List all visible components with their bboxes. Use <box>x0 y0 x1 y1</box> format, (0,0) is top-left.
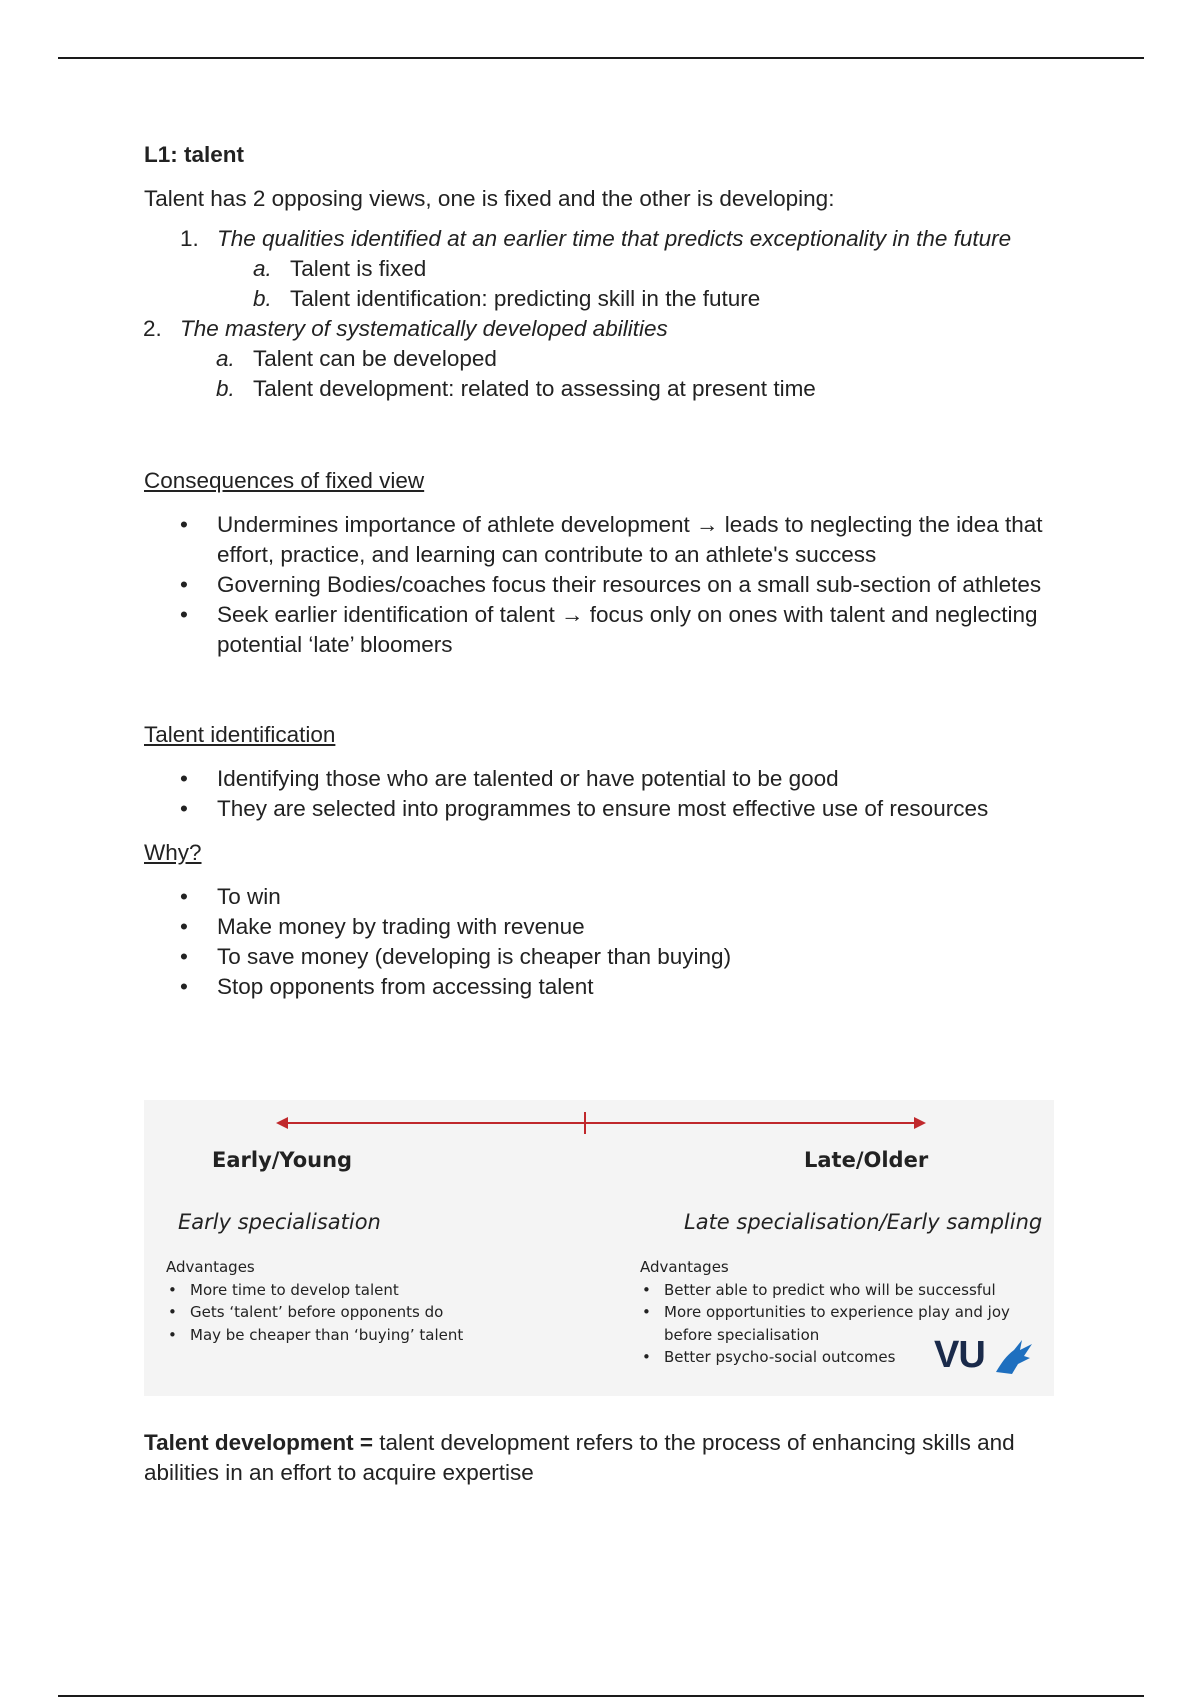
bullet: • <box>168 1280 177 1299</box>
early-specialisation-title: Early specialisation <box>178 1210 381 1234</box>
view-sub-list <box>180 344 1074 404</box>
talent-development-definition <box>144 1428 1074 1488</box>
list-item <box>166 1279 586 1302</box>
list-item-text: Better able to predict who will be successful <box>664 1280 996 1299</box>
bullet: • <box>180 572 188 597</box>
sub-letter: b. <box>253 286 272 311</box>
intro-text: Talent has 2 opposing views, one is fixed and the other is developing: <box>144 186 835 211</box>
view-item <box>144 224 1074 314</box>
definition-text: talent development refers to the process of enhancing skills and abilities in an effort to acquire expertise <box>144 1430 1015 1485</box>
list-item-text: Identifying those who are talented or have potential to be good <box>217 766 839 791</box>
identification-heading: Talent identification <box>144 722 336 747</box>
bullet: • <box>180 512 188 537</box>
early-advantages <box>166 1256 586 1346</box>
page-title: L1: talent <box>144 142 245 167</box>
list-item-text: More time to develop talent <box>190 1280 399 1299</box>
list-item <box>144 912 1074 942</box>
late-specialisation-title: Late specialisation/Early sampling <box>684 1210 1043 1234</box>
list-item <box>640 1279 1020 1302</box>
view-sub-list <box>217 254 1074 314</box>
why-list <box>144 882 1074 1002</box>
identification-list <box>144 764 1074 824</box>
list-item-text: More opportunities to experience play and joy before specialisation <box>664 1303 1010 1344</box>
advantages-title: Advantages <box>166 1258 255 1276</box>
view-number: 1. <box>180 226 199 251</box>
list-item <box>144 972 1074 1002</box>
advantages-title: Advantages <box>640 1258 729 1276</box>
bullet: • <box>180 766 188 791</box>
bullet: • <box>642 1303 651 1321</box>
bullet: • <box>180 974 188 999</box>
list-item <box>144 600 1074 660</box>
bullet: • <box>642 1348 651 1366</box>
view-item <box>107 314 1074 404</box>
list-item-text: Governing Bodies/coaches focus their resources on a small sub-section of athletes <box>217 572 1042 597</box>
list-item-text: Seek earlier identification of talent → focus only on ones with talent and neglecting potential ‘late’ bloomers <box>217 602 1038 657</box>
bullet: • <box>642 1280 651 1299</box>
list-item-text: Make money by trading with revenue <box>217 914 585 939</box>
list-item <box>144 570 1074 600</box>
why-heading: Why? <box>144 840 202 865</box>
list-item-text: Stop opponents from accessing talent <box>217 974 594 999</box>
view-number: 2. <box>143 316 162 341</box>
bullet: • <box>180 914 188 939</box>
view-sub-item <box>180 374 1074 404</box>
timeline-midpoint-tick <box>584 1112 586 1134</box>
list-item-text: Better psycho-social outcomes <box>664 1348 896 1366</box>
timeline-arrow-line <box>284 1122 918 1124</box>
sub-letter: b. <box>216 376 235 401</box>
sub-letter: a. <box>216 346 235 371</box>
consequences-heading: Consequences of fixed view <box>144 468 425 493</box>
list-item <box>166 1301 586 1324</box>
views-list <box>144 224 1074 404</box>
timeline-left-label: Early/Young <box>212 1148 353 1172</box>
view-sub-item <box>217 284 1074 314</box>
view-text: The mastery of systematically developed abilities <box>180 316 668 341</box>
bottom-rule <box>58 1695 1144 1697</box>
list-item <box>144 510 1074 570</box>
list-item-text: Undermines importance of athlete development → leads to neglecting the idea that effort, practice, and learning can contribute to an athlete's success <box>217 512 1043 567</box>
bullet: • <box>180 602 188 627</box>
arrow-left-icon <box>276 1117 288 1129</box>
view-text: The qualities identified at an earlier time that predicts exceptionality in the future <box>217 226 1012 251</box>
list-item <box>166 1324 586 1347</box>
list-item <box>144 942 1074 972</box>
list-item <box>144 794 1074 824</box>
vu-logo: VU <box>934 1334 985 1376</box>
view-sub-item <box>180 344 1074 374</box>
sub-text: Talent is fixed <box>290 256 427 281</box>
list-item-text: May be cheaper than ‘buying’ talent <box>190 1325 464 1344</box>
bullet: • <box>180 884 188 909</box>
bullet: • <box>168 1303 177 1321</box>
list-item <box>144 882 1074 912</box>
bullet: • <box>168 1325 177 1344</box>
list-item-text: To save money (developing is cheaper than buying) <box>217 944 732 969</box>
bullet: • <box>180 944 188 969</box>
consequences-list <box>144 510 1074 660</box>
view-sub-item <box>217 254 1074 284</box>
bullet: • <box>180 796 188 821</box>
sub-text: Talent can be developed <box>253 346 497 371</box>
sub-text: Talent development: related to assessing at present time <box>253 376 816 401</box>
arrow-right-icon <box>914 1117 926 1129</box>
list-item-text: Gets ‘talent’ before opponents do <box>190 1303 444 1321</box>
griffin-logo-icon <box>992 1336 1034 1376</box>
sub-text: Talent identification: predicting skill in the future <box>290 286 761 311</box>
definition-term: Talent development = <box>144 1430 374 1455</box>
list-item-text: To win <box>217 884 281 909</box>
specialisation-figure <box>144 1100 1054 1396</box>
list-item-text: They are selected into programmes to ensure most effective use of resources <box>217 796 989 821</box>
timeline-right-label: Late/Older <box>804 1148 929 1172</box>
sub-letter: a. <box>253 256 272 281</box>
list-item <box>144 764 1074 794</box>
top-rule <box>58 57 1144 59</box>
document-body <box>144 140 1074 1002</box>
